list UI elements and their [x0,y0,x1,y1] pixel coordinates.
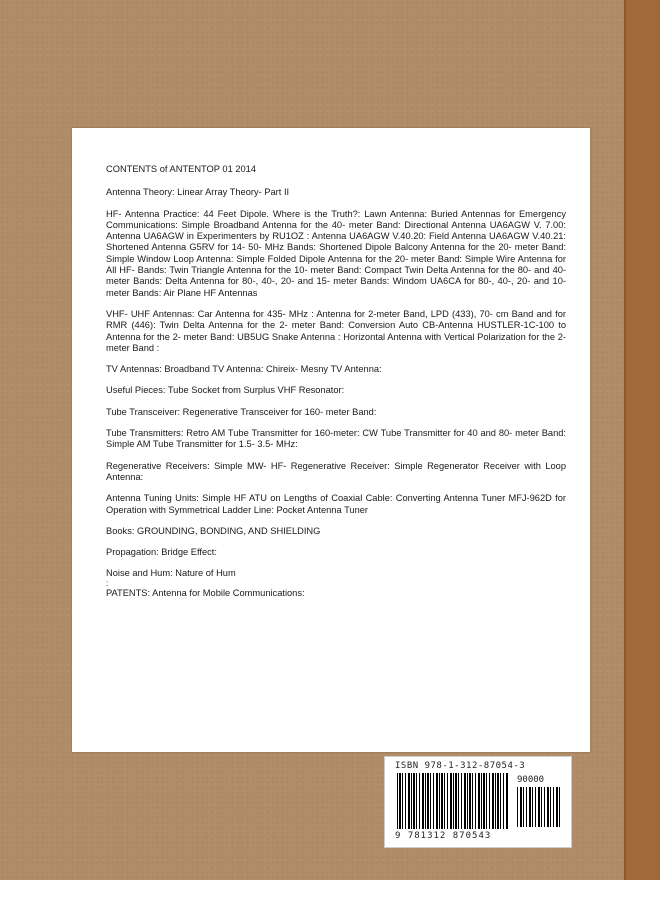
section-books: Books: GROUNDING, BONDING, AND SHIELDING [106,525,321,536]
section-noise-and-hum: Noise and Hum: Nature of Hum [106,568,236,579]
section-useful-pieces: Useful Pieces: Tube Socket from Surplus VHF Resonator: [106,385,345,396]
section-antenna-theory: Antenna Theory: Linear Array Theory- Part II [106,187,290,198]
section-patents: PATENTS: Antenna for Mobile Communications: [106,587,305,598]
stray-colon: : [106,578,109,588]
section-propagation: Propagation: Bridge Effect: [106,547,217,558]
book-spine [624,0,660,880]
isbn-barcode [384,756,572,848]
isbn-number: ISBN 978-1-312-87054-3 [395,761,526,771]
section-hf-antenna-practice: HF- Antenna Practice: 44 Feet Dipole. Where is the Truth?: Lawn Antenna: Buried Antennas for Emergency Communications: Simple Broadband Antenna for the 40- meter Band: Directional Antenna UA6AGW V. 7.00: Antenna UA6AGW in Experimenters by RU1OZ : Antenna UA6AGW V.40.20: Field Antenna UA6AGW V.40.21: Shortened Antenna G5RV for 14- 50- MHz Bands: Shortened Dipole Balcony Antenna for the 20- meter Band: Simple Window Loop Antenna: Simple Folded Dipole Antenna for the 20- meter Band: Simple Wire Antenna for All HF- Bands: Twin Triangle Antenna for the 10- meter Band: Compact Twin Delta Antenna for the 80- and 40- meter Bands: Delta Antenna for 80-, 40-, 20- and 15- meter Bands: Windom UA6CA for 80-, 40-, 20- and 10- meter Bands: Air Plane HF Antennas [106,208,566,298]
price-code: 90000 [517,775,545,785]
barcode-digits: 9 781312 870543 [395,831,492,841]
section-tube-transmitters: Tube Transmitters: Retro AM Tube Transmitter for 160-meter: CW Tube Transmitter for 40 and 80- meter Band: Simple AM Tube Transmitter for 1.5- 3.5- MHz: [106,428,566,450]
contents-page [72,128,590,752]
contents-text [106,164,566,609]
barcode-bars-icon [397,773,509,829]
section-tube-transceiver: Tube Transceiver: Regenerative Transceiver for 160- meter Band: [106,406,377,417]
addon-barcode-bars-icon [517,787,561,827]
contents-title: CONTENTS of ANTENTOP 01 2014 [106,164,257,174]
section-tv-antennas: TV Antennas: Broadband TV Antenna: Chireix- Mesny TV Antenna: [106,364,382,375]
section-vhf-uhf-antennas: VHF- UHF Antennas: Car Antenna for 435- MHz : Antenna for 2-meter Band, LPD (433), 70- cm Band and for RMR (446): Twin Delta Antenna for the 2- meter Band: Conversion Auto CB-Antenna HUSTLER-1C-100 to Antenna for the 2- meter Band: UB5UG Snake Antenna : Horizontal Antenna with Vertical Polarization for the 2- meter Band : [106,308,566,353]
section-antenna-tuning-units: Antenna Tuning Units: Simple HF ATU on Lengths of Coaxial Cable: Converting Antenna Tuner MFJ-962D for Operation with Symmetrical Ladder Line: Pocket Antenna Tuner [106,493,566,515]
section-regenerative-receivers: Regenerative Receivers: Simple MW- HF- Regenerative Receiver: Simple Regenerator Receiver with Loop Antenna: [106,460,566,482]
